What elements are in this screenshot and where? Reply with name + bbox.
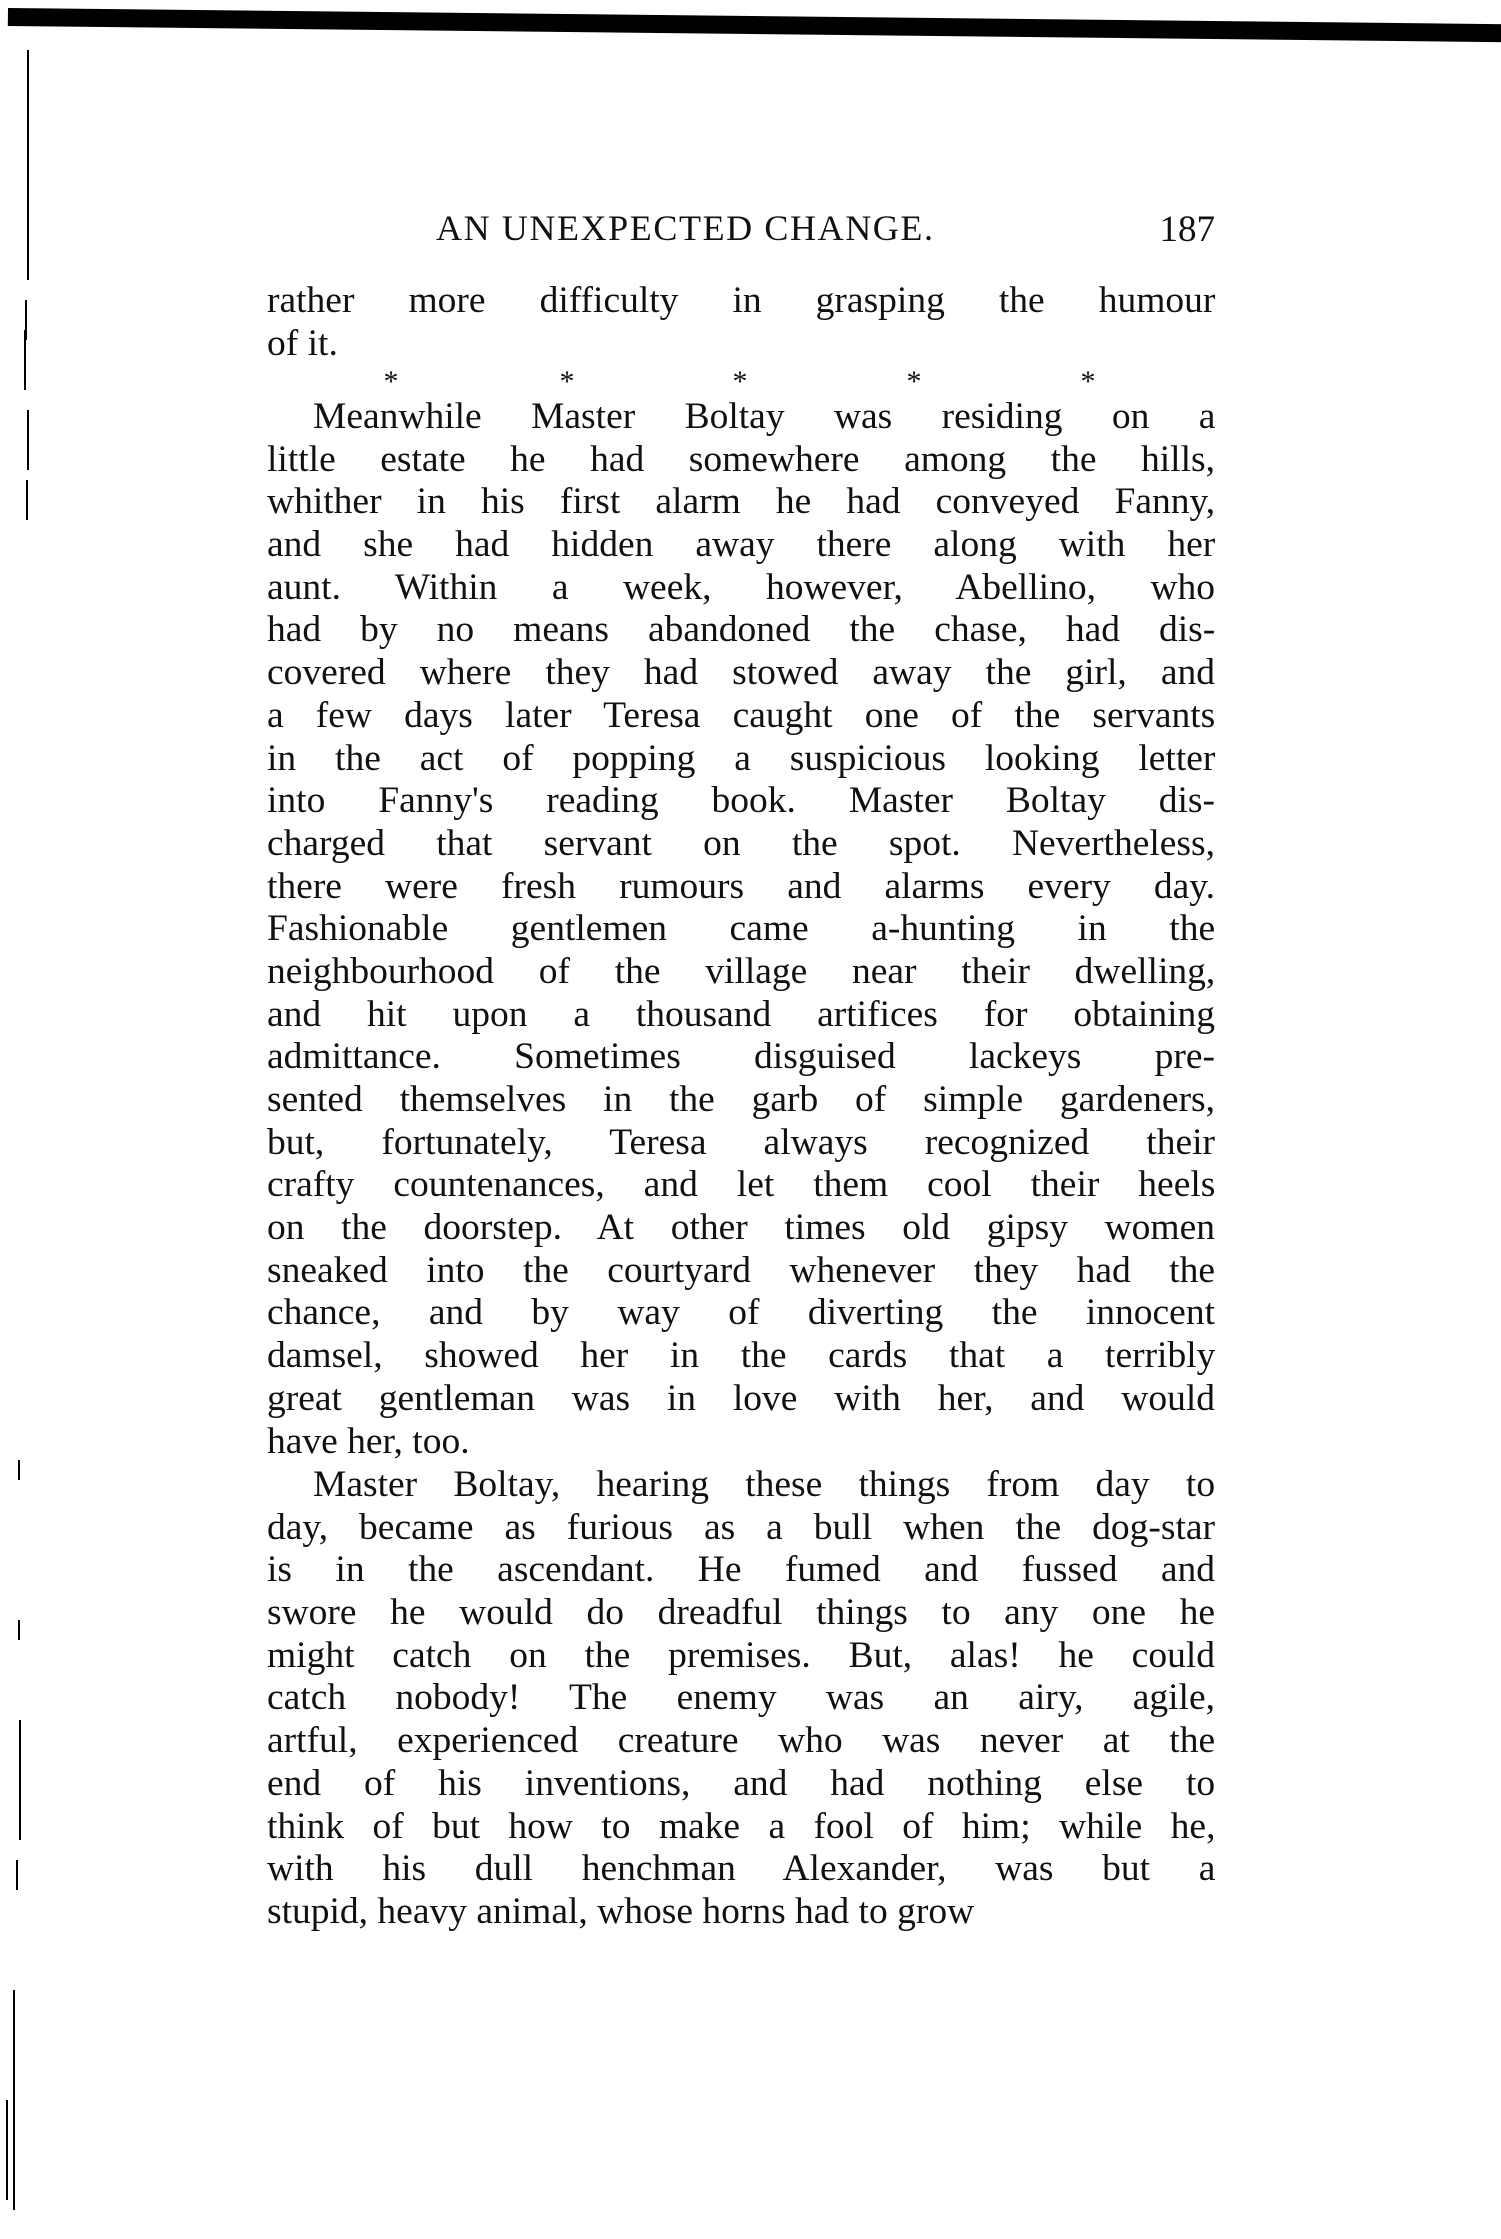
text-line: think of but how to make a fool of him; while he, (267, 1805, 1216, 1847)
text-line: great gentleman was in love with her, and would (267, 1377, 1215, 1419)
text-line: Fashionable gentlemen came a-hunting in the (267, 908, 1216, 950)
asterisk-icon: * (732, 365, 748, 398)
text-line: end of his inventions, and had nothing else to (267, 1762, 1216, 1804)
text-line: sneaked into the courtyard whenever they had the (267, 1249, 1215, 1291)
scan-edge-line (13, 1990, 15, 2210)
scan-edge-line (18, 1460, 20, 1480)
text-line: and she had hidden away there along with her (267, 524, 1216, 566)
text-line: in the act of popping a suspicious looking letter (267, 737, 1216, 779)
asterisk-icon: * (906, 365, 922, 398)
text-line: and hit upon a thousand artifices for obtaining (267, 993, 1215, 1035)
asterisk-icon: * (1080, 365, 1096, 398)
scan-edge-line (6, 2100, 8, 2200)
text-line: charged that servant on the spot. Nevertheless, (267, 822, 1215, 864)
text-line: into Fanny's reading book. Master Boltay dis- (267, 780, 1215, 822)
scan-edge-line (16, 1860, 18, 1890)
text-line: rather more difficulty in grasping the humour (267, 280, 1216, 321)
text-line: is in the ascendant. He fumed and fussed and (267, 1549, 1215, 1591)
paragraph (267, 396, 1215, 1463)
scan-edge-line (26, 480, 28, 520)
scan-border-top (8, 8, 1501, 42)
text-line: might catch on the premises. But, alas! he could (267, 1634, 1215, 1676)
text-line: on the doorstep. At other times old gipsy women (267, 1207, 1215, 1249)
section-break (0, 366, 1501, 398)
text-line: catch nobody! The enemy was an airy, agile, (267, 1677, 1215, 1719)
text-line: but, fortunately, Teresa always recognized their (267, 1121, 1215, 1163)
text-line: artful, experienced creature who was never at the (267, 1720, 1216, 1762)
text-line: of it. (267, 322, 338, 364)
continuation-paragraph (267, 280, 1215, 365)
scan-edge-line (19, 1720, 21, 1840)
paragraph (267, 1464, 1215, 1934)
scan-edge-line (27, 410, 29, 470)
text-line: whither in his first alarm he had conveyed Fanny, (267, 481, 1216, 523)
text-line: neighbourhood of the village near their dwelling, (267, 950, 1216, 992)
text-line: covered where they had stowed away the girl, and (267, 652, 1215, 694)
page-header (267, 205, 1215, 251)
text-line: had by no means abandoned the chase, had dis- (267, 609, 1216, 651)
text-line: with his dull henchman Alexander, was but a (267, 1848, 1216, 1890)
paragraph-first-line: Meanwhile Master Boltay was residing on a (313, 396, 1216, 437)
text-line: a few days later Teresa caught one of the servants (267, 694, 1216, 736)
text-line: chance, and by way of diverting the innocent (267, 1292, 1215, 1334)
text-line: day, became as furious as a bull when the dog-star (267, 1506, 1215, 1548)
text-line: stupid, heavy animal, whose horns had to grow (267, 1890, 975, 1932)
text-line: little estate he had somewhere among the hills, (267, 438, 1215, 480)
paragraph-first-line: Master Boltay, hearing these things from day to (313, 1464, 1216, 1505)
scan-edge-line (18, 1620, 20, 1640)
text-line: damsel, showed her in the cards that a terribly (267, 1335, 1216, 1377)
text-line: crafty countenances, and let them cool their heels (267, 1164, 1216, 1206)
asterisk-icon: * (559, 365, 575, 398)
text-line: there were fresh rumours and alarms every day. (267, 865, 1215, 907)
scan-edge-line (27, 50, 29, 280)
text-line: have her, too. (267, 1420, 470, 1462)
text-line: swore he would do dreadful things to any one he (267, 1592, 1216, 1634)
asterisk-icon: * (383, 365, 399, 398)
text-line: sented themselves in the garb of simple gardeners, (267, 1079, 1216, 1120)
page-number: 187 (1159, 209, 1215, 250)
text-line: aunt. Within a week, however, Abellino, who (267, 566, 1215, 608)
running-title: AN UNEXPECTED CHANGE. (436, 208, 935, 248)
text-line: admittance. Sometimes disguised lackeys pre- (267, 1036, 1215, 1078)
